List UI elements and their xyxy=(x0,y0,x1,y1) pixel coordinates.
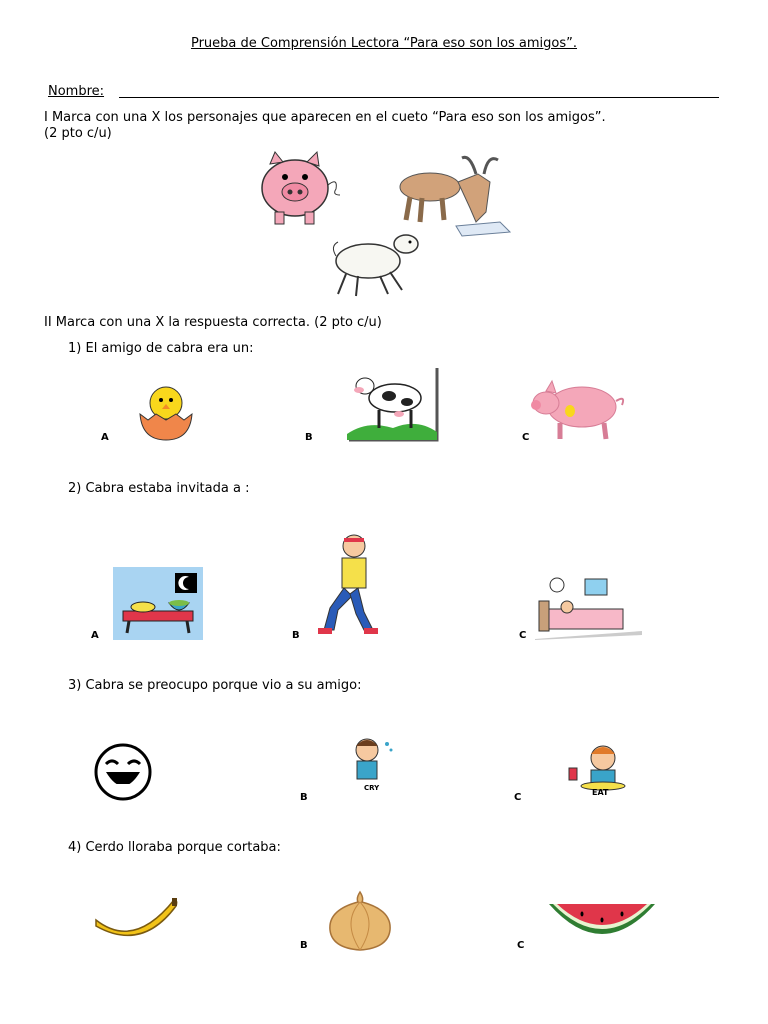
section1-instruction: I Marca con una X los personajes que aparecen en el cueto “Para eso son los amigos”. xyxy=(44,110,606,125)
q4-option-c-label: C xyxy=(517,940,525,951)
nombre-blank-line xyxy=(119,97,719,98)
chick-option-image xyxy=(136,378,196,443)
section1-points: (2 pto c/u) xyxy=(44,126,112,141)
q1-option-b-label: B xyxy=(305,432,313,443)
lamb-character-image xyxy=(328,226,423,301)
cry-caption: CRY xyxy=(364,784,380,792)
q1-option-c-label: C xyxy=(522,432,530,443)
dinner-table-option-image xyxy=(113,567,203,640)
pig-character-image xyxy=(255,150,345,230)
q3-option-c-label: C xyxy=(514,792,522,803)
laughing-face-option-image xyxy=(92,742,156,802)
question-4-text: 4) Cerdo lloraba porque cortaba: xyxy=(68,840,281,855)
q2-option-b-label: B xyxy=(292,630,300,641)
crying-boy-option-image xyxy=(345,736,395,780)
q2-option-c-label: C xyxy=(519,630,527,641)
cow-option-image xyxy=(345,366,441,442)
running-man-option-image xyxy=(318,532,382,640)
watermelon-option-image xyxy=(547,902,657,942)
pig-option-image xyxy=(530,377,627,442)
page-title: Prueba de Comprensión Lectora “Para eso son los amigos”. xyxy=(190,36,578,51)
q1-option-a-label: A xyxy=(101,432,109,443)
question-3-text: 3) Cabra se preocupo porque vio a su amigo: xyxy=(68,678,362,693)
banana-option-image xyxy=(94,898,178,946)
eat-caption: EAT xyxy=(592,788,609,797)
onion-option-image xyxy=(321,890,399,951)
eating-boy-option-image xyxy=(565,742,629,790)
q2-option-a-label: A xyxy=(91,630,99,641)
q3-option-b-label: B xyxy=(300,792,308,803)
section2-instruction: II Marca con una X la respuesta correcta. (2 pto c/u) xyxy=(44,315,382,330)
question-1-text: 1) El amigo de cabra era un: xyxy=(68,341,254,356)
q4-option-b-label: B xyxy=(300,940,308,951)
question-2-text: 2) Cabra estaba invitada a : xyxy=(68,481,250,496)
bed-option-image xyxy=(535,575,642,640)
nombre-label: Nombre: xyxy=(48,84,105,99)
